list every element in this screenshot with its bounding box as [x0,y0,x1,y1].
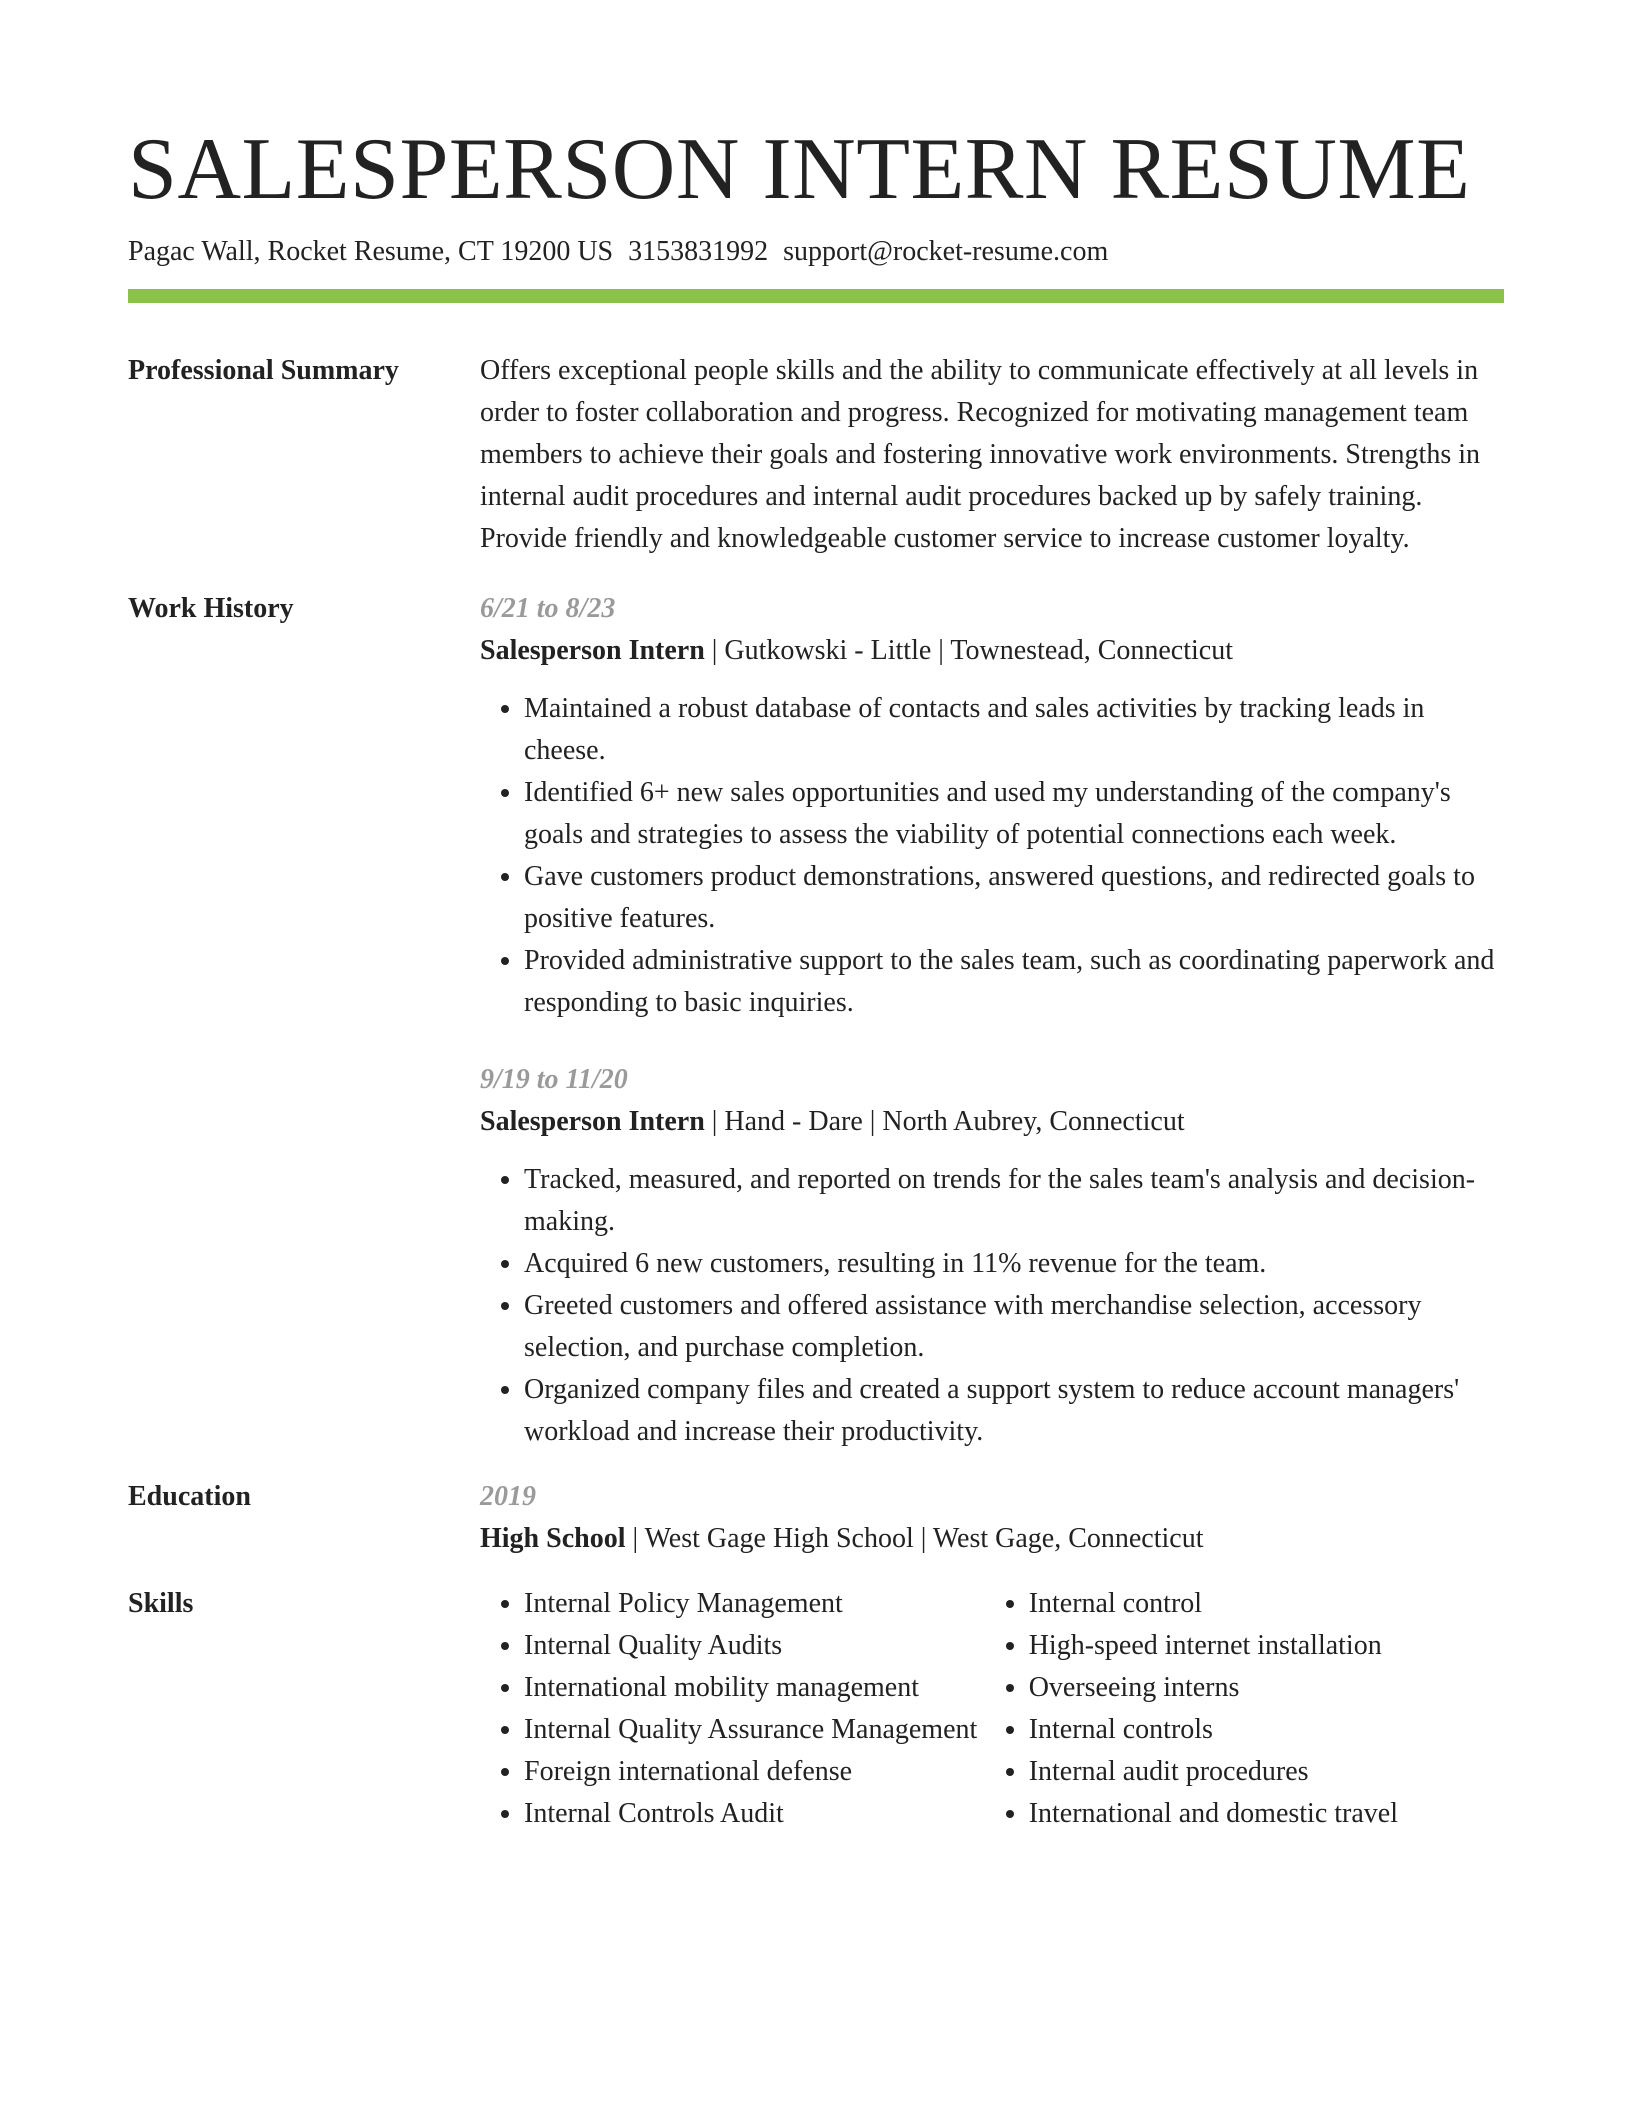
job-heading [480,1101,1504,1143]
skill-item: • Internal Policy Management [524,1583,985,1625]
job-details: | Hand - Dare | North Aubrey, Connecticut [704,1106,1185,1137]
skill-item: • Overseeing interns [1029,1667,1504,1709]
job-bullet: • Greeted customers and offered assistance with merchandise selection, accessory selection, and purchase completion. [524,1285,1504,1369]
contact-address: Pagac Wall, Rocket Resume, CT 19200 US [128,236,614,267]
summary-section [128,350,1504,560]
skill-item: • Internal control [1029,1583,1504,1625]
skill-item: • Internal controls [1029,1709,1504,1751]
skill-item: • Internal Quality Audits [524,1625,985,1667]
education-section [128,1476,1504,1560]
summary-heading: Professional Summary [128,355,399,386]
resume-title: SALESPERSON INTERN RESUME [128,121,1471,218]
work-history-heading: Work History [128,593,294,624]
skills-column-1 [480,1583,985,1835]
job-bullet: • Maintained a robust database of contacts and sales activities by tracking leads in cheese. [524,688,1504,772]
skill-item: • High-speed internet installation [1029,1625,1504,1667]
job-bullets [480,688,1504,1024]
job-bullet: • Identified 6+ new sales opportunities and used my understanding of the company's goals and strategies to assess the viability of potential connections each week. [524,772,1504,856]
job-bullet: • Provided administrative support to the sales team, such as coordinating paperwork and responding to basic inquiries. [524,940,1504,1024]
skills-section [128,1583,1504,1835]
job-heading [480,630,1504,672]
header-divider [128,289,1504,303]
job-entry [480,588,1504,1024]
job-bullet: • Tracked, measured, and reported on trends for the sales team's analysis and decision-making. [524,1159,1504,1243]
skill-item: • Internal Controls Audit [524,1793,985,1835]
job-bullet: • Acquired 6 new customers, resulting in 11% revenue for the team. [524,1243,1504,1285]
skill-item: • International mobility management [524,1667,985,1709]
job-title: Salesperson Intern [480,1106,705,1137]
contact-line [128,232,1504,272]
resume-page [128,118,1504,1835]
job-bullet: • Gave customers product demonstrations, answered questions, and redirected goals to positive features. [524,856,1504,940]
job-details: | Gutkowski - Little | Townestead, Connecticut [704,635,1233,666]
education-degree: High School [480,1523,626,1554]
education-heading: Education [128,1481,251,1512]
skill-item: • Internal audit procedures [1029,1751,1504,1793]
education-heading-line [480,1518,1504,1560]
job-title: Salesperson Intern [480,635,705,666]
education-details: | West Gage High School | West Gage, Connecticut [625,1523,1204,1554]
work-history-section [128,588,1504,1453]
job-dates: 6/21 to 8/23 [480,593,616,624]
skill-item: • Internal Quality Assurance Management [524,1709,985,1751]
contact-phone: 3153831992 [628,236,769,267]
education-year: 2019 [480,1481,536,1512]
skill-item: • Foreign international defense [524,1751,985,1793]
job-dates: 9/19 to 11/20 [480,1064,628,1095]
skills-heading: Skills [128,1588,194,1619]
skills-grid [480,1583,1504,1835]
job-entry [480,1059,1504,1453]
job-bullet: • Organized company files and created a support system to reduce account managers' workload and increase their productivity. [524,1369,1504,1453]
skills-column-2 [985,1583,1504,1835]
contact-email[interactable]: support@rocket-resume.com [783,236,1109,267]
summary-text: Offers exceptional people skills and the ability to communicate effectively at all levels in order to foster collaboration and progress. Recognized for motivating management team members to achieve their goals and fostering innovative work environments. Strengths in internal audit procedures and internal audit procedures backed up by safely training. Provide friendly and knowledgeable customer service to increase customer loyalty. [480,355,1480,554]
job-bullets [480,1159,1504,1453]
skill-item: • International and domestic travel [1029,1793,1504,1835]
